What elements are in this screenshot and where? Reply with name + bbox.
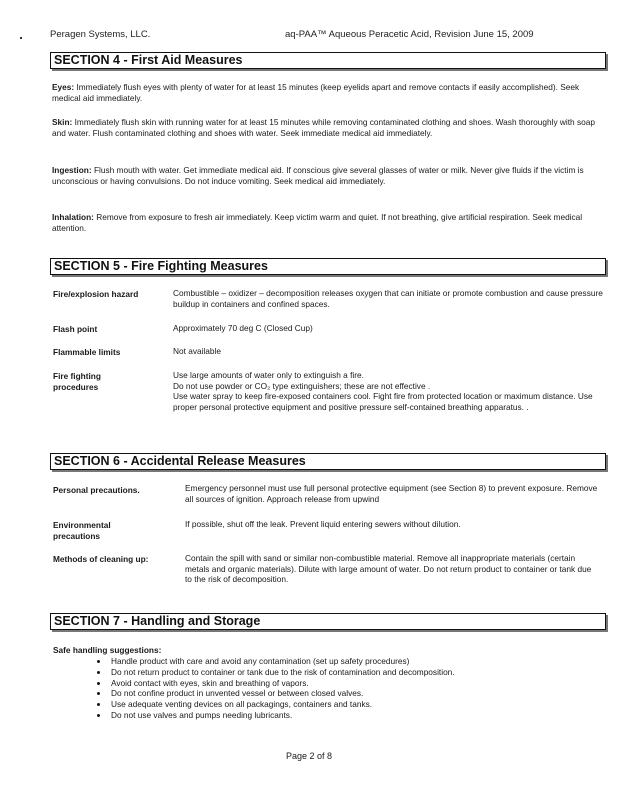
personal-precautions-text: Emergency personnel must use full personal protective equipment (see Section 8) to prevent exposure. Remove all sources of ignition. Approach release from upwind xyxy=(185,483,598,504)
environmental-text: If possible, shut off the leak. Prevent liquid entering sewers without dilution. xyxy=(185,519,461,529)
first-aid-inhalation xyxy=(52,212,604,233)
environmental-label: Environmental precautions xyxy=(53,520,111,541)
page-number: Page 2 of 8 xyxy=(285,751,333,761)
section-6-title: SECTION 6 - Accidental Release Measures xyxy=(54,454,306,468)
flammable-limits-label: Flammable limits xyxy=(53,347,121,357)
section-4-title: SECTION 4 - First Aid Measures xyxy=(54,53,243,67)
first-aid-skin xyxy=(52,117,604,138)
list-item: • Do not confine product in unvented vessel or between closed valves. xyxy=(109,688,609,699)
fire-hazard-label: Fire/explosion hazard xyxy=(53,289,139,299)
firefighting-line-1: Use large amounts of water only to extinguish a fire. xyxy=(173,370,364,380)
firefighting-line-2: Do not use powder or CO₂ type extinguishers; these are not effective . xyxy=(173,380,431,391)
flash-point-text: Approximately 70 deg C (Closed Cup) xyxy=(173,323,313,333)
section-7-header xyxy=(50,613,606,630)
cleaning-label: Methods of cleaning up: xyxy=(53,554,149,564)
list-item: • Do not use valves and pumps needing lubricants. xyxy=(109,710,609,721)
personal-precautions-label: Personal precautions. xyxy=(53,485,140,495)
safe-handling-list xyxy=(90,656,609,721)
firefighting-line-3: Use water spray to keep fire-exposed containers cool. Fight fire from protected location or maximum distance. Use proper personal protective equipment and positive pressure self-contained breathing apparatus. . xyxy=(173,391,593,412)
fire-hazard-text: Combustible – oxidizer – decomposition releases oxygen that can initiate or promote combustion and cause pressure buildup in containers and confined spaces. xyxy=(173,288,603,309)
list-item: • Do not return product to container or tank due to the risk of contamination and decomposition. xyxy=(109,667,609,678)
section-6-header xyxy=(50,453,606,470)
section-7-title: SECTION 7 - Handling and Storage xyxy=(54,614,261,628)
flash-point-label: Flash point xyxy=(53,324,98,334)
safe-handling-heading: Safe handling suggestions: xyxy=(53,645,162,655)
eyes-text: Immediately flush eyes with plenty of water for at least 15 minutes (keep eyelids apart and remove contacts if easily accomplished). Seek medical aid immediately. xyxy=(52,82,580,103)
scan-dot xyxy=(20,37,22,39)
header-company: Peragen Systems, LLC. xyxy=(50,29,151,40)
skin-text: Immediately flush skin with running water for at least 15 minutes while removing contaminated clothing and shoes. Wash thoroughly with soap and water. Flush contaminated clothing and shoes with water. Seek immediate medical aid immediately. xyxy=(52,117,595,138)
section-4-header xyxy=(50,52,606,69)
list-item: • Handle product with care and avoid any contamination (set up safety procedures) xyxy=(109,656,609,667)
first-aid-ingestion xyxy=(52,165,604,186)
firefighting-label: Fire fighting procedures xyxy=(53,371,101,392)
inhalation-label: Inhalation: xyxy=(52,212,94,222)
ingestion-label: Ingestion: xyxy=(52,165,92,175)
section-5-title: SECTION 5 - Fire Fighting Measures xyxy=(54,259,268,273)
header-product: aq-PAA™ Aqueous Peracetic Acid, Revision June 15, 2009 xyxy=(285,29,534,40)
firefighting-text xyxy=(173,370,603,412)
list-item: • Avoid contact with eyes, skin and breathing of vapors. xyxy=(109,678,609,689)
ingestion-text: Flush mouth with water. Get immediate medical aid. If conscious give several glasses of water or milk. Never give fluids if the victim is unconscious or having convulsions. Do not induce vomiting. Seek medical aid immediately. xyxy=(52,165,584,186)
cleaning-text: Contain the spill with sand or similar non-combustible material. Remove all inappropriate materials (certain metals and organic materials). Dilute with large amount of water. Do not return product to container or tank due to the risk of decomposition. xyxy=(185,553,592,584)
section-5-header xyxy=(50,258,606,275)
list-item: • Use adequate venting devices on all packagings, containers and tanks. xyxy=(109,699,609,710)
skin-label: Skin: xyxy=(52,117,73,127)
flammable-limits-text: Not available xyxy=(173,346,221,356)
eyes-label: Eyes: xyxy=(52,82,75,92)
inhalation-text: Remove from exposure to fresh air immediately. Keep victim warm and quiet. If not breathing, give artificial respiration. Seek medical attention. xyxy=(52,212,583,233)
first-aid-eyes xyxy=(52,82,604,103)
